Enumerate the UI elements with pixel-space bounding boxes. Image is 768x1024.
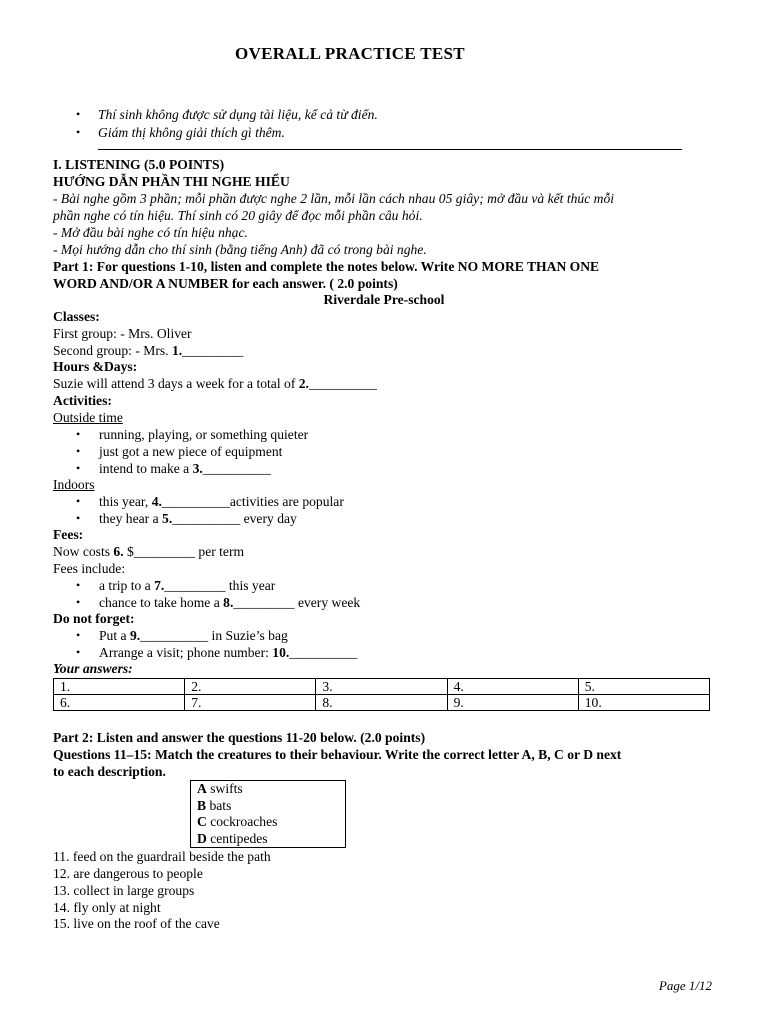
bullet-icon: • <box>76 578 81 592</box>
option-a: A swifts <box>197 781 243 796</box>
answer-blank-10: __________ <box>289 645 358 660</box>
first-group: First group: - Mrs. Oliver <box>53 326 192 341</box>
section-note-3: - Mở đầu bài nghe có tín hiệu nhạc. <box>53 225 248 240</box>
instruction-1: Thí sinh không được sử dụng tài liệu, kể cả từ điển. <box>98 107 378 122</box>
bullet-icon: • <box>76 427 81 441</box>
bullet-icon: • <box>76 125 81 139</box>
hours-label: Hours &Days: <box>53 359 138 374</box>
list-item: 15. live on the roof of the cave <box>53 916 220 931</box>
answer-blank-6: _________ <box>133 544 195 559</box>
suzie-line: Suzie will attend 3 days a week for a total of 2.__________ <box>53 376 377 391</box>
forget-item-2: Arrange a visit; phone number: 10.__________ <box>99 645 358 660</box>
list-item: 12. are dangerous to people <box>53 866 203 881</box>
bullet-icon: • <box>76 595 81 609</box>
answers-table <box>53 678 710 711</box>
outside-item-1: running, playing, or something quieter <box>99 427 309 442</box>
fees-item-2: chance to take home a 8._________ every week <box>99 595 361 610</box>
forget-label: Do not forget: <box>53 611 135 626</box>
answer-cell[interactable]: 5. <box>578 679 709 695</box>
your-answers-label: Your answers: <box>53 661 133 676</box>
now-costs-line: Now costs 6. $_________ per term <box>53 544 245 559</box>
answer-cell[interactable]: 1. <box>54 679 185 695</box>
part2-question-1: Questions 11–15: Match the creatures to their behaviour. Write the correct letter A, B, C or D next <box>53 747 622 762</box>
part2-instruction: Part 2: Listen and answer the questions 11-20 below. (2.0 points) <box>53 730 426 745</box>
list-item: 11. feed on the guardrail beside the path <box>53 849 271 864</box>
section-heading: I. LISTENING (5.0 POINTS) <box>53 157 225 172</box>
answer-cell[interactable]: 10. <box>578 695 709 711</box>
classes-label: Classes: <box>53 309 100 324</box>
answer-blank-7: _________ <box>164 578 226 593</box>
outside-time-label: Outside time <box>53 410 123 425</box>
answer-blank-5: __________ <box>172 511 241 526</box>
indoors-item-2: they hear a 5.__________ every day <box>99 511 297 526</box>
divider <box>98 149 682 150</box>
activities-label: Activities: <box>53 393 112 408</box>
bullet-icon: • <box>76 107 81 121</box>
part2-question-2: to each description. <box>53 764 166 779</box>
bullet-icon: • <box>76 494 81 508</box>
answer-cell[interactable]: 8. <box>316 695 447 711</box>
answer-blank-1: _________ <box>182 343 244 358</box>
options-box <box>190 780 346 848</box>
answer-cell[interactable]: 2. <box>185 679 316 695</box>
list-item: 14. fly only at night <box>53 900 161 915</box>
section-note-4: - Mọi hướng dẫn cho thí sinh (bằng tiếng Anh) đã có trong bài nghe. <box>53 242 427 257</box>
part1-instruction-2: WORD AND/OR A NUMBER for each answer. ( 2.0 points) <box>53 276 398 291</box>
answer-cell[interactable]: 7. <box>185 695 316 711</box>
answer-blank-9: __________ <box>140 628 209 643</box>
instruction-2: Giám thị không giải thích gì thêm. <box>98 125 285 140</box>
answer-cell[interactable]: 9. <box>447 695 578 711</box>
fees-label: Fees: <box>53 527 84 542</box>
answer-blank-3: __________ <box>202 461 271 476</box>
table-row <box>54 679 710 695</box>
fees-item-1: a trip to a 7._________ this year <box>99 578 276 593</box>
answer-blank-2: __________ <box>308 376 377 391</box>
answer-blank-4: __________ <box>161 494 230 509</box>
outside-item-3: intend to make a 3.__________ <box>99 461 271 476</box>
list-item: 13. collect in large groups <box>53 883 195 898</box>
option-c: C cockroaches <box>197 814 278 829</box>
answer-cell[interactable]: 6. <box>54 695 185 711</box>
indoors-label: Indoors <box>53 477 95 492</box>
forget-item-1: Put a 9.__________ in Suzie’s bag <box>99 628 288 643</box>
answer-cell[interactable]: 4. <box>447 679 578 695</box>
fees-include-label: Fees include: <box>53 561 126 576</box>
section-subheading: HƯỚNG DẪN PHẦN THI NGHE HIỂU <box>53 174 290 189</box>
option-d: D centipedes <box>197 831 268 846</box>
bullet-icon: • <box>76 645 81 659</box>
answer-cell[interactable]: 3. <box>316 679 447 695</box>
section-note-2: phần nghe có tín hiệu. Thí sinh có 20 giây để đọc mỗi phần câu hỏi. <box>53 208 423 223</box>
option-b: B bats <box>197 798 232 813</box>
part1-instruction-1: Part 1: For questions 1-10, listen and complete the notes below. Write NO MORE THAN ONE <box>53 259 600 274</box>
bullet-icon: • <box>76 511 81 525</box>
answer-blank-8: _________ <box>233 595 295 610</box>
page-number: Page 1/12 <box>658 978 712 993</box>
bullet-icon: • <box>76 461 81 475</box>
bullet-icon: • <box>76 628 81 642</box>
school-name: Riverdale Pre-school <box>323 292 445 307</box>
second-group: Second group: - Mrs. 1._________ <box>53 343 244 358</box>
indoors-item-1: this year, 4.__________activities are popular <box>99 494 344 509</box>
table-row <box>54 695 710 711</box>
outside-item-2: just got a new piece of equipment <box>99 444 283 459</box>
bullet-icon: • <box>76 444 81 458</box>
section-note-1: - Bài nghe gồm 3 phần; mỗi phần được nghe 2 lần, mỗi lần cách nhau 05 giây; mở đầu và kết thúc mỗi <box>53 191 615 206</box>
test-title: OVERALL PRACTICE TEST <box>235 44 465 63</box>
